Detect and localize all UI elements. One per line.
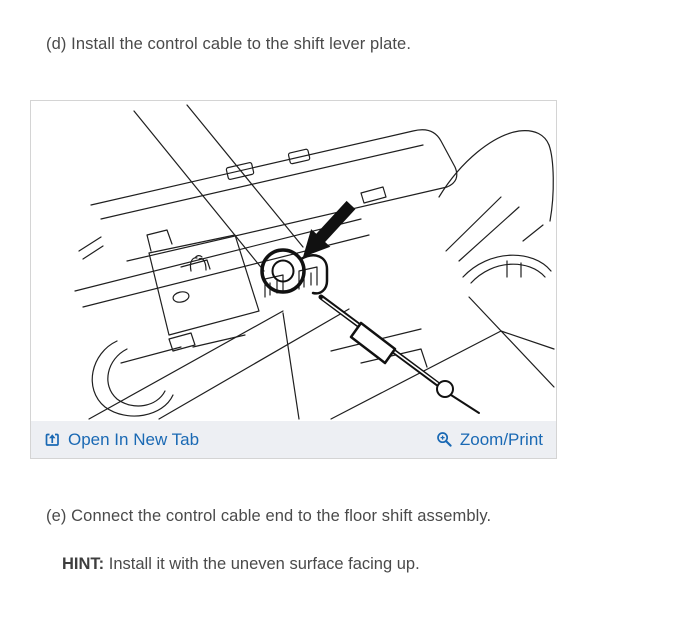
figure-toolbar bbox=[31, 421, 556, 458]
figure-image bbox=[31, 101, 556, 421]
hint-text: Install it with the uneven surface facing up. bbox=[104, 555, 420, 573]
figure-box bbox=[30, 100, 557, 459]
zoom-print-link[interactable] bbox=[436, 430, 543, 450]
zoom-print-label: Zoom/Print bbox=[459, 429, 543, 449]
hint-label: HINT: bbox=[62, 555, 105, 573]
hint-line bbox=[62, 554, 420, 575]
open-in-new-tab-label: Open In New Tab bbox=[68, 429, 200, 449]
zoom-in-magnifier-icon bbox=[436, 431, 453, 448]
open-in-new-tab-icon bbox=[44, 432, 61, 448]
open-in-new-tab-link[interactable] bbox=[44, 430, 199, 450]
control-cable-diagram bbox=[31, 101, 556, 421]
pointer-arrow bbox=[303, 201, 355, 257]
instruction-step-d: (d) Install the control cable to the shift lever plate. bbox=[46, 35, 412, 53]
instruction-step-e: (e) Connect the control cable end to the floor shift assembly. bbox=[46, 507, 492, 525]
